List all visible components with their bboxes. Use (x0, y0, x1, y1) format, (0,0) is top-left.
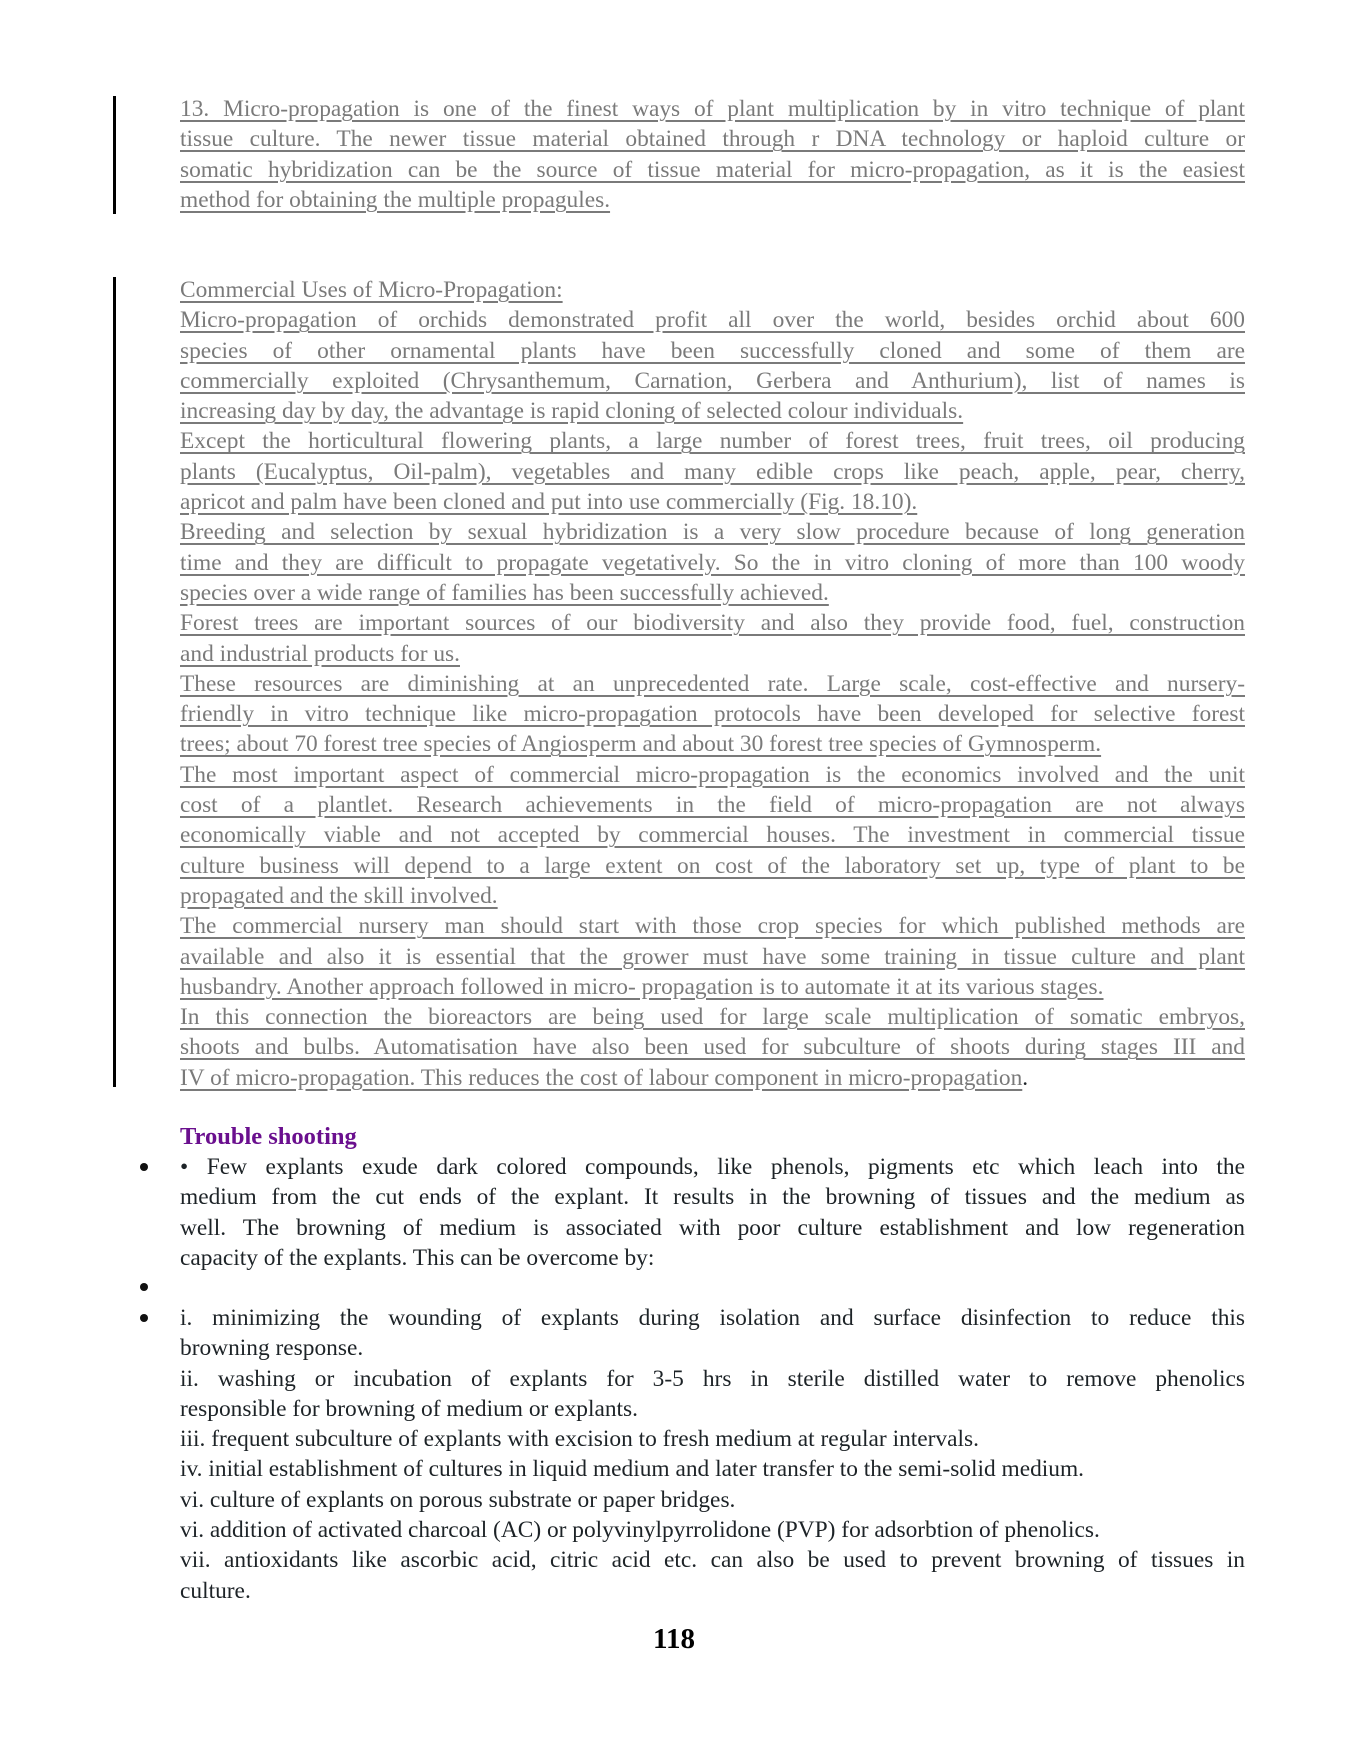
troubleshooting-list (180, 1303, 1245, 1606)
text-line: plants (Eucalyptus, Oil-palm), vegetables and many edible crops like peach, apple, pear, cherry, (180, 458, 1245, 485)
change-bar (113, 96, 116, 214)
text-line: IV of micro-propagation. This reduces the cost of labour component in micro-propagation. (180, 1064, 1029, 1091)
text-line: time and they are difficult to propagate vegetatively. So the in vitro cloning of more than 100 woody (180, 549, 1245, 576)
text-line: apricot and palm have been cloned and put into use commercially (Fig. 18.10). (180, 489, 918, 516)
section-title: Commercial Uses of Micro-Propagation: (180, 277, 563, 303)
text-line: The commercial nursery man should start with those crop species for which published methods are (180, 913, 1245, 940)
text-line: Breeding and selection by sexual hybridization is a very slow procedure because of long generation (180, 519, 1245, 546)
text-line: available and also it is essential that the grower must have some training in tissue culture and plant (180, 943, 1245, 970)
list-item-continuation: responsible for browning of medium or explants. (180, 1395, 638, 1422)
list-item: iii. frequent subculture of explants with excision to fresh medium at regular intervals. (180, 1426, 979, 1453)
list-item: vi. culture of explants on porous substrate or paper bridges. (180, 1486, 736, 1513)
text-line: These resources are diminishing at an unprecedented rate. Large scale, cost-effective and nursery- (180, 670, 1245, 697)
text-line: • Few explants exude dark colored compounds, like phenols, pigments etc which leach into the (180, 1154, 1245, 1180)
commercial-uses-section (180, 275, 1245, 1093)
text-line: propagated and the skill involved. (180, 882, 498, 909)
text-line: capacity of the explants. This can be overcome by: (180, 1244, 655, 1271)
list-item: vii. antioxidants like ascorbic acid, citric acid etc. can also be used to prevent browning of tissues in (180, 1547, 1245, 1574)
text-line: increasing day by day, the advantage is rapid cloning of selected colour individuals. (180, 398, 964, 425)
text-line: trees; about 70 forest tree species of Angiosperm and about 30 forest tree species of Gymnosperm. (180, 731, 1102, 758)
list-item: ii. washing or incubation of explants for 3-5 hrs in sterile distilled water to remove phenolics (180, 1365, 1245, 1392)
text-line: and industrial products for us. (180, 640, 460, 667)
troubleshooting-heading: Trouble shooting (180, 1123, 357, 1150)
bullet-icon (140, 1163, 150, 1173)
bullet-icon (140, 1283, 150, 1293)
text-line: somatic hybridization can be the source of tissue material for micro-propagation, as it is the easiest (180, 156, 1245, 183)
paragraph-13 (180, 94, 1245, 215)
text-line: culture business will depend to a large extent on cost of the laboratory set up, type of plant to be (180, 852, 1245, 879)
text-line: Micro-propagation of orchids demonstrated profit all over the world, besides orchid about 600 (180, 307, 1245, 334)
text-line: Forest trees are important sources of our biodiversity and also they provide food, fuel, construction (180, 610, 1245, 637)
text-line: 13. Micro-propagation is one of the finest ways of plant multiplication by in vitro technique of plant (180, 96, 1245, 122)
text-line: The most important aspect of commercial micro-propagation is the economics involved and the unit (180, 761, 1245, 788)
text-line: husbandry. Another approach followed in micro- propagation is to automate it at its various stages. (180, 973, 1104, 1000)
page-number: 118 (653, 1623, 695, 1655)
list-item: iv. initial establishment of cultures in liquid medium and later transfer to the semi-solid medium. (180, 1456, 1085, 1483)
list-item: i. minimizing the wounding of explants during isolation and surface disinfection to reduce this (180, 1305, 1245, 1331)
change-bar (113, 277, 116, 1087)
text-line: commercially exploited (Chrysanthemum, Carnation, Gerbera and Anthurium), list of names is (180, 367, 1245, 394)
list-item: vi. addition of activated charcoal (AC) or polyvinylpyrrolidone (PVP) for adsorbtion of phenolics. (180, 1517, 1100, 1544)
text-line: Except the horticultural flowering plants, a large number of forest trees, fruit trees, oil producing (180, 428, 1245, 455)
trailing-period: . (1022, 1064, 1029, 1091)
text-line: species over a wide range of families has been successfully achieved. (180, 579, 829, 606)
text-line: tissue culture. The newer tissue material obtained through r DNA technology or haploid culture or (180, 126, 1245, 153)
text-line: In this connection the bioreactors are being used for large scale multiplication of somatic embryos, (180, 1004, 1245, 1031)
text-line: well. The browning of medium is associated with poor culture establishment and low regeneration (180, 1214, 1245, 1241)
list-item-continuation: browning response. (180, 1335, 364, 1362)
text-line: method for obtaining the multiple propagules. (180, 186, 611, 213)
text-line: cost of a plantlet. Research achievements in the field of micro-propagation are not always (180, 792, 1245, 819)
text-line: shoots and bulbs. Automatisation have also been used for subculture of shoots during stages III and (180, 1034, 1245, 1061)
text-line: medium from the cut ends of the explant. It results in the browning of tissues and the medium as (180, 1184, 1245, 1211)
text-line: friendly in vitro technique like micro-propagation protocols have been developed for selective forest (180, 701, 1245, 728)
text-line: economically viable and not accepted by commercial houses. The investment in commercial tissue (180, 822, 1245, 849)
list-item-continuation: culture. (180, 1577, 251, 1604)
text-line: species of other ornamental plants have been successfully cloned and some of them are (180, 337, 1245, 364)
bullet-icon (140, 1314, 150, 1324)
troubleshooting-intro (180, 1152, 1245, 1273)
